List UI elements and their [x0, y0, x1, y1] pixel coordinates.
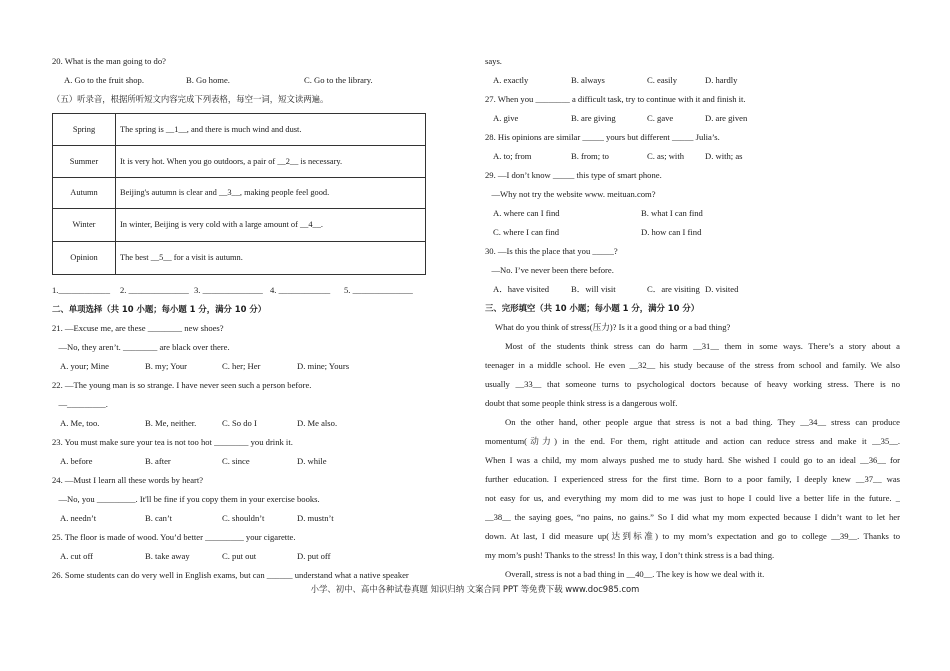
- question-options: [485, 223, 900, 242]
- option-c[interactable]: C. So do I: [222, 418, 257, 428]
- table-key: Summer: [53, 146, 116, 178]
- paragraph-line: On the other hand, other people argue that stress is not a bad thing. They __34__ stress can produce: [505, 417, 900, 427]
- option-b[interactable]: B. what I can find: [641, 208, 703, 218]
- right-column: [485, 0, 900, 584]
- answer-blank-2[interactable]: 2. ______________: [120, 285, 189, 295]
- question-options: [52, 357, 432, 376]
- table-row: [53, 209, 426, 242]
- section2-title: 二、单项选择（共 10 小题；每小题 1 分，满分 10 分）: [52, 304, 267, 314]
- question-options: [485, 71, 900, 90]
- option-b[interactable]: B. can’t: [145, 513, 173, 523]
- option-b[interactable]: B. take away: [145, 551, 190, 561]
- left-column: [52, 0, 432, 585]
- option-b[interactable]: B．will visit: [571, 284, 616, 294]
- paragraph-line: __38__ the saying goes, “no pains, no gains.” So I did what my mom expected because I didn’t want to let her: [485, 512, 900, 522]
- question-options: [485, 204, 900, 223]
- table-key: Opinion: [53, 242, 116, 275]
- q20-stem: 20. What is the man going to do?: [52, 56, 166, 66]
- answer-blank-3[interactable]: 3. ______________: [194, 285, 263, 295]
- question-stem: —No, they aren’t. ________ are black over there.: [52, 342, 230, 352]
- option-d[interactable]: D. mine; Yours: [297, 361, 350, 371]
- option-a[interactable]: A. needn’t: [60, 513, 97, 523]
- question-stem: 28. His opinions are similar _____ yours but different _____ Julia’s.: [485, 132, 720, 142]
- question-stem: 24. —Must I learn all these words by heart?: [52, 475, 204, 485]
- question-stem: —No. I’ve never been there before.: [485, 265, 614, 275]
- option-d[interactable]: D. hardly: [705, 75, 738, 85]
- paragraph-1: [485, 337, 900, 413]
- section3-title: 三、完形填空（共 10 小题；每小题 1 分，满分 10 分）: [485, 303, 700, 313]
- option-a[interactable]: A．have visited: [493, 284, 550, 294]
- option-c[interactable]: C. shouldn’t: [222, 513, 265, 523]
- table-key: Spring: [53, 114, 116, 146]
- left-question-lines: [52, 319, 432, 585]
- option-a[interactable]: C. where I can find: [493, 227, 560, 237]
- option-d[interactable]: D. visited: [705, 284, 739, 294]
- option-d[interactable]: D. mustn’t: [297, 513, 334, 523]
- option-a[interactable]: A. exactly: [493, 75, 529, 85]
- table-row: [53, 146, 426, 178]
- paragraph-line: not easy for us, and everything my mom did to me was just to hope I could live a better life in the future. _: [485, 493, 900, 503]
- table-text: The spring is __1__, and there is much wind and dust.: [116, 114, 426, 146]
- answer-blank-4[interactable]: 4. ____________: [270, 285, 331, 295]
- table-row: [53, 242, 426, 275]
- paragraph-line: Most of the students think stress can do harm __31__ them in some ways. There’s a story about a: [505, 341, 900, 351]
- table-text: Beijing's autumn is clear and __3__, making people feel good.: [116, 178, 426, 209]
- option-b[interactable]: B. are giving: [571, 113, 616, 123]
- option-a[interactable]: A. your; Mine: [60, 361, 109, 371]
- option-a[interactable]: A. to; from: [493, 151, 532, 161]
- option-d[interactable]: D. put off: [297, 551, 331, 561]
- question-stem: 27. When you ________ a difficult task, try to continue with it and finish it.: [485, 94, 746, 104]
- question-options: [485, 147, 900, 166]
- question-stem: —Why not try the website www. meituan.com?: [485, 189, 656, 199]
- paragraph-line: teenager in a middle school. He even __32__ his study because of the stress from school and family. We also: [485, 360, 900, 370]
- table-key: Winter: [53, 209, 116, 242]
- paragraph-2: [485, 413, 900, 565]
- question-stem: 23. You must make sure your tea is not too hot ________ you drink it.: [52, 437, 293, 447]
- question-options: [52, 547, 432, 566]
- question-options: [485, 280, 900, 299]
- option-b[interactable]: B. my; Your: [145, 361, 188, 371]
- option-d[interactable]: D. while: [297, 456, 327, 466]
- option-c[interactable]: C. since: [222, 456, 250, 466]
- question-options: [52, 452, 432, 471]
- question-stem: 22. —The young man is so strange. I have never seen such a person before.: [52, 380, 312, 390]
- footer-watermark: 小学、初中、高中各种试卷真题 知识归纳 文案合同 PPT 等免费下载 www.doc985.com: [310, 584, 640, 594]
- option-b[interactable]: B. from; to: [571, 151, 609, 161]
- paragraph-line: down. At last, I did measure up(达到标准) to my mom’s expectation and go to college __39__. Thanks to: [485, 531, 900, 541]
- table-text: The best __5__ for a visit is autumn.: [116, 242, 426, 275]
- paragraph-line: When I was a child, my mom always pushed me to study hard. She wished I could go to an ideal __36__ for: [485, 455, 900, 465]
- option-a[interactable]: A. Me, too.: [60, 418, 100, 428]
- question-stem: says.: [485, 56, 502, 66]
- question-stem: 29. —I don’t know _____ this type of smart phone.: [485, 170, 662, 180]
- option-b[interactable]: B. Me, neither.: [145, 418, 197, 428]
- option-c[interactable]: C. easily: [647, 75, 678, 85]
- option-c[interactable]: C. her; Her: [222, 361, 261, 371]
- answer-blank-1[interactable]: 1.____________: [52, 285, 111, 295]
- paragraph-line: doubt that some people think stress is a dangerous wolf.: [485, 398, 678, 408]
- section5-title: （五）听录音，根据所听短文内容完成下列表格，每空一词，短文读两遍。: [52, 94, 329, 104]
- paragraph-line: usually __33__ that someone turns to psychological doctors because of heavy working stress. There is no: [485, 379, 900, 389]
- q20-option-c[interactable]: C. Go to the library.: [304, 75, 373, 85]
- option-c[interactable]: C．are visiting: [647, 284, 700, 294]
- q20-option-b[interactable]: B. Go home.: [186, 75, 230, 85]
- table-row: [53, 114, 426, 146]
- table-key: Autumn: [53, 178, 116, 209]
- paragraph-line: further education. I experienced stress for the first time. Born to a poor family, I deeply knew __37__ was: [485, 474, 900, 484]
- paragraph-3: Overall, stress is not a bad thing in __40__. The key is how we deal with it.: [505, 569, 765, 579]
- table-text: It is very hot. When you go outdoors, a pair of __2__ is necessary.: [116, 146, 426, 178]
- question-stem: 21. —Excuse me, are these ________ new shoes?: [52, 323, 224, 333]
- question-options: [52, 414, 432, 433]
- q20-options: [52, 71, 432, 90]
- passage-title: What do you think of stress(压力)? Is it a good thing or a bad thing?: [495, 322, 731, 332]
- option-c[interactable]: C. gave: [647, 113, 674, 123]
- question-options: [52, 509, 432, 528]
- right-question-lines: [485, 52, 900, 299]
- option-d[interactable]: D. are given: [705, 113, 748, 123]
- option-a[interactable]: A. before: [60, 456, 93, 466]
- question-stem: 25. The floor is made of wood. You’d better _________ your cigarette.: [52, 532, 296, 542]
- option-a[interactable]: A. where can I find: [493, 208, 560, 218]
- question-options: [485, 109, 900, 128]
- option-b[interactable]: D. how can I find: [641, 227, 702, 237]
- question-stem: 26. Some students can do very well in English exams, but can ______ understand what a native speaker: [52, 570, 409, 580]
- option-a[interactable]: A. cut off: [60, 551, 94, 561]
- option-c[interactable]: C. put out: [222, 551, 257, 561]
- paragraph-line: momentum(动力) in the end. For them, right attitude and action can reduce stress and make it __35__.: [485, 436, 900, 446]
- option-a[interactable]: A. give: [493, 113, 519, 123]
- question-stem: 30. —Is this the place that you _____?: [485, 246, 618, 256]
- question-stem: —No, you _________. It'll be fine if you copy them in your exercise books.: [52, 494, 320, 504]
- table-row: [53, 178, 426, 209]
- answer-blank-5[interactable]: 5. ______________: [344, 285, 413, 295]
- answer-blanks: [52, 281, 432, 300]
- listening-table: [52, 113, 426, 275]
- option-d[interactable]: D. Me also.: [297, 418, 338, 428]
- q20-option-a[interactable]: A. Go to the fruit shop.: [64, 75, 144, 85]
- option-b[interactable]: B. always: [571, 75, 605, 85]
- question-stem: —_________.: [52, 399, 108, 409]
- paragraph-line: my mom’s push! Thanks to the stress! In this way, I don’t think stress is a bad thing.: [485, 550, 775, 560]
- option-c[interactable]: C. as; with: [647, 151, 685, 161]
- option-b[interactable]: B. after: [145, 456, 171, 466]
- option-d[interactable]: D. with; as: [705, 151, 743, 161]
- table-text: In winter, Beijing is very cold with a large amount of __4__.: [116, 209, 426, 242]
